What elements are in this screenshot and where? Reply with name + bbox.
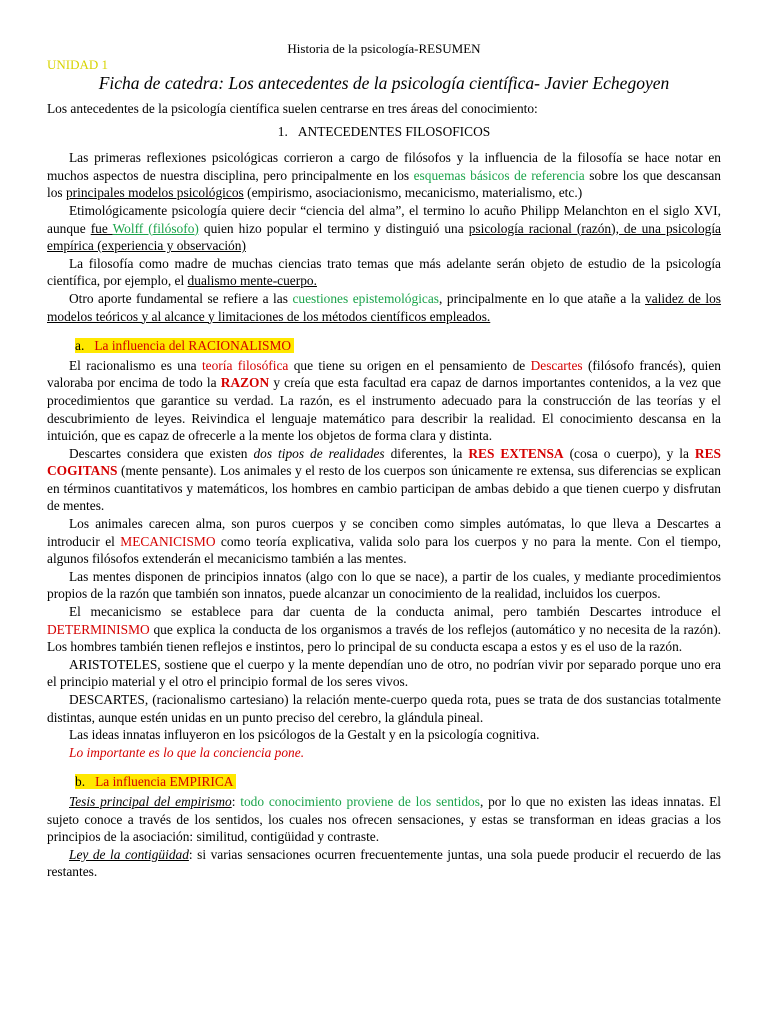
document-title: Historia de la psicología-RESUMEN — [287, 41, 481, 56]
section-a-paragraph-4: Las mentes disponen de principios innatos (algo con lo que se nace), a partir de los cuales, y mediante procedimientos propios de la razón que también son innatos, puede alcanzar un conocimiento de la realidad, incluidos los cuerpos. — [47, 568, 721, 602]
text-run: : si varias sensaciones ocurren frecuentemente juntas, una sola puede producir el recuerdo de las restantes. — [47, 846, 722, 880]
section-b-letter: b. — [75, 774, 86, 790]
red-bold-term: RES EXTENSA — [468, 445, 564, 461]
section-a-paragraph-8: Las ideas innatas influyeron en los psicólogos de la Gestalt y en la psicología cognitiva. — [69, 727, 540, 743]
text-run: La filosofía como madre de muchas ciencias trato temas que más adelante serán objeto de estudio de la psicología científica, por ejemplo, el — [47, 255, 721, 289]
text-run: : — [231, 793, 241, 809]
section-a-highlight — [75, 338, 294, 353]
section-b-paragraph-1 — [47, 793, 721, 846]
section-1-heading — [47, 123, 721, 141]
red-bold-term: RES COGITANS — [47, 445, 721, 479]
red-highlight: MECANICISMO — [120, 533, 216, 549]
text-run: , por lo que no existen las ideas innatas. El sujeto conoce a través de los sentidos, los cuales nos ofrecen sensaciones, y estas se transforman en ideas gracias a los principios de la asociación: similitud, contigüidad y contraste. — [47, 793, 722, 845]
text-run: que explica la conducta de los organismos a través de los reflejos (automático y no necesita de la razón). Los hombres también tienen reflejos e instintos, pero lo principal de su conducta escapa a estos y es el uso de la razón. — [47, 621, 721, 655]
section-a-paragraph-9: Lo importante es lo que la conciencia pone. — [69, 744, 305, 760]
text-run: y creía que esta facultad era capaz de darnos importantes contenidos, a la vez que procedimientos que garantice su verdad. La razón, es el instrumento adecuado para la construcción de las teorías y el descubrimiento de leyes. Reivindica el lenguaje matemático para describir la realidad. El conocimiento descansa en la intuición, que es capaz de ofrecerle a la mente los objetos de forma clara y distinta. — [47, 375, 722, 444]
section-b-title: La influencia EMPIRICA — [95, 774, 234, 790]
section-1-paragraph-1 — [47, 149, 721, 202]
red-highlight: teoría filosófica — [201, 357, 289, 373]
green-highlight: esquemas básicos de referencia — [413, 167, 585, 183]
text-run: (cosa o cuerpo), y la — [563, 445, 695, 461]
section-1-title: ANTECEDENTES FILOSOFICOS — [297, 123, 491, 139]
text-run: Las primeras reflexiones psicológicas corrieron a cargo de filósofos y la influencia de la filosofía se hace notar en muchos aspectos de nuestra disciplina, pero principalmente en los — [47, 150, 721, 183]
underlined-italic-text: Ley de la contigüidad — [69, 846, 189, 862]
section-a-paragraph-2 — [47, 445, 721, 515]
green-highlight: Wolff (filósofo) — [112, 220, 199, 236]
text-run: Los animales carecen alma, son puros cuerpos y se conciben como simples autómatas, lo que lleva a Descartes a introducir el — [47, 516, 721, 549]
green-highlight: todo conocimiento proviene de los sentidos — [240, 793, 480, 809]
text-run: (filósofo francés), quien valoraba por encima de todo la — [47, 357, 721, 391]
section-1-paragraph-4 — [47, 290, 721, 325]
section-b-paragraph-2 — [47, 846, 721, 881]
underlined-text: dualismo mente-cuerpo. — [187, 273, 317, 289]
text-run: (mente pensante). Los animales y el resto de los cuerpos son únicamente re extensa, sus diferencias se explican en términos cuantitativos y matemáticos, los hombres en cambio participan de ambas debido a que tienen cuerpo y disfrutan de mentes. — [47, 463, 721, 514]
section-a-heading — [47, 337, 721, 355]
section-b-heading — [47, 773, 721, 791]
section-a-paragraph-6: ARISTOTELES, sostiene que el cuerpo y la mente dependían uno de otro, no podrían vivir por separado porque uno era el principio material y el otro el principio formal de los seres vivos. — [47, 656, 721, 690]
section-a-paragraph-1 — [47, 357, 721, 445]
red-bold-term: RAZON — [220, 375, 270, 391]
text-run: que tiene su origen en el pensamiento de — [288, 357, 531, 373]
text-run: como teoría explicativa, valida solo para los cuerpos y no para la mente. Con el tiempo, algunos filósofos extenderán el mecanicismo también a las mentes. — [47, 533, 721, 567]
red-highlight: DETERMINISMO — [47, 621, 150, 637]
text-run: (empirismo, asociacionismo, mecanicismo, materialismo, etc.) — [243, 185, 583, 201]
section-a-paragraph-3 — [47, 515, 721, 568]
text-run: El mecanicismo se establece para dar cuenta de la conducta animal, pero también Descartes introduce el — [69, 604, 721, 620]
text-run: Etimológicamente psicología quiere decir “ciencia del alma”, el termino lo acuño Philipp Melanchton en el siglo XVI, aunque — [47, 202, 721, 236]
section-1-number: 1. — [277, 123, 288, 139]
underlined-text: psicología racional (razón), de una psicología empírica (experiencia y observación) — [47, 220, 721, 254]
text-run: Descartes considera que existen — [69, 445, 254, 461]
text-run: El racionalismo es una — [69, 357, 202, 373]
underlined-text: validez de los modelos teóricos y al alcance y limitaciones de los métodos científicos empleados. — [47, 290, 722, 324]
green-highlight: cuestiones epistemológicas — [292, 290, 440, 306]
text-run: , principalmente en lo que atañe a la — [439, 290, 646, 306]
section-1-paragraph-3 — [47, 255, 721, 290]
text-run: sobre los que descansan los — [47, 167, 721, 201]
section-a-letter: a. — [75, 338, 85, 354]
intro-paragraph: Los antecedentes de la psicología científica suelen centrarse en tres áreas del conocimiento: — [47, 101, 538, 116]
text-run: Otro aporte fundamental se refiere a las — [69, 290, 293, 306]
red-highlight: Descartes — [530, 357, 583, 373]
unit-label: UNIDAD 1 — [47, 57, 109, 72]
underlined-text: fue — [90, 220, 113, 236]
section-a-title: La influencia del RACIONALISMO — [94, 338, 292, 354]
text-run: diferentes, la — [384, 445, 469, 461]
document-subtitle: Ficha de catedra: Los antecedentes de la psicología científica- Javier Echegoyen — [98, 73, 670, 93]
italic-text: dos tipos de realidades — [253, 445, 385, 461]
section-b-highlight — [75, 774, 236, 789]
underlined-text: principales modelos psicológicos — [65, 185, 244, 201]
text-run: quien hizo popular el termino y distinguió una — [198, 220, 469, 236]
underlined-italic-text: Tesis principal del empirismo — [69, 793, 232, 809]
section-a-paragraph-5 — [47, 603, 721, 656]
section-1-paragraph-2 — [47, 202, 721, 255]
section-a-paragraph-7: DESCARTES, (racionalismo cartesiano) la relación mente-cuerpo queda rota, pues se trata de dos sustancias totalmente distintas, aunque estén unidas en un punto preciso del cerebro, la glándula pineal. — [47, 692, 721, 725]
